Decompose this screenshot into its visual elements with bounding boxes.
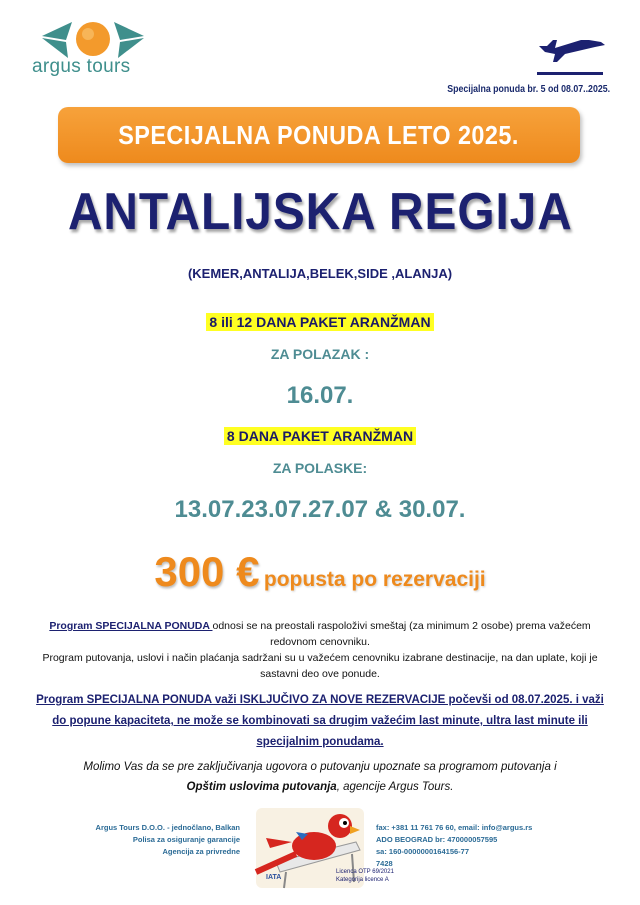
license-line-1: Licenca OTP 69/2021 [336,869,394,875]
footer-left-line-2: Polisa za osiguranje garancije [132,835,240,844]
title-text: ANTALIJSKA REGIJA [67,183,573,241]
footer-right-line-1: fax: +381 11 761 76 60, email: info@argus.rs [376,823,533,832]
iata-logo: IATA [266,874,282,881]
footer-right-line-2: ADO BEOGRAD br: 470000057595 [376,835,498,844]
license-info [336,868,394,884]
info-paragraph-2: Program SPECIJALNA PONUDA važi ISKLJUČIVO ZA NOVE REZERVACIJE počevši od 08.07.2025. i važi do popune kapaciteta, ne može se kombinovati sa drugim važećim last minute, ultra last minute ili specijalnim ponudama. [36,694,604,748]
banner-text: SPECIJALNA PONUDA LETO 2025. [118,119,520,150]
package-2-text: 8 DANA PAKET ARANŽMAN [224,427,416,445]
info-paragraph-1 [30,618,610,682]
info-p1-text: odnosi se na preostali raspoloživi smeštaj (za minimum 2 osobe) prema važećem redovnom cenovniku. [212,620,591,648]
logo-word-argus: argus [32,56,82,77]
footer-left-line-1: Argus Tours D.O.O. - jednočlano, Balkan [95,823,240,832]
package-2-label [0,428,640,446]
footer-right [376,822,606,870]
info-p3-a: Molimo Vas da se pre zaključivanja ugovora o putovanju upoznate sa programom putovanja i [83,761,557,773]
package-1-label [0,314,640,332]
discount-text: popusta po rezervaciji [263,568,486,591]
discount-amount: 300 € [154,548,260,595]
info-p1-line2: Program putovanja, uslovi i način plaćanja sadržani su u važećem cenovniku izabrane destinacije, na dan uplate, koji je sastavni deo ove ponude. [42,652,598,680]
package-1-departure-label: ZA POLAZAK : [270,346,370,362]
subtitle: (KEMER,ANTALIJA,BELEK,SIDE ,ALANJA) [187,266,453,281]
info-p3-c: , agencije Argus Tours. [336,781,454,793]
page-title [0,182,640,242]
footer-right-line-3: sa: 160-0000000164156-77 [376,847,469,856]
package-2-departure-label: ZA POLASKE: [272,460,368,476]
package-1-text: 8 ili 12 DANA PAKET ARANŽMAN [206,313,433,331]
footer-left [60,822,240,858]
license-line-2: Kategorija licence A [336,877,389,883]
logo-text [32,56,130,78]
package-2-dates: 13.07.23.07.27.07 & 30.07. [174,496,466,523]
info-p3-b: Opštim uslovima putovanja [186,781,337,793]
info-p1-link: Program SPECIJALNA PONUDA [49,620,213,632]
footer-left-line-3: Agencija za privredne [162,847,240,856]
offer-banner [58,107,580,163]
package-1-dates: 16.07. [286,382,354,409]
discount-line [0,548,640,596]
airplane-icon [535,26,607,80]
info-paragraph-3 [30,757,610,797]
footer-right-line-4: 7428 [376,859,393,868]
logo-word-tours: tours [86,56,131,77]
offer-number: Specijalna ponuda br. 5 od 08.07..2025. [447,84,610,95]
